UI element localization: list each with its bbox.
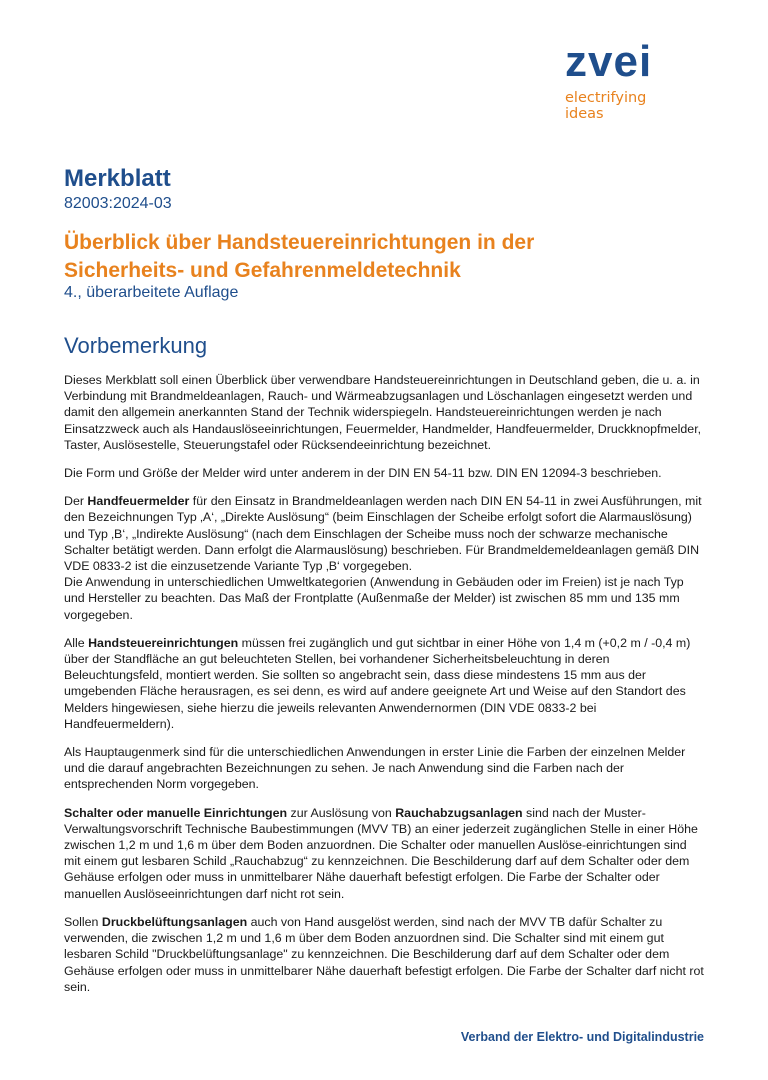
paragraph-4-body: müssen frei zugänglich und gut sichtbar in einer Höhe von 1,4 m (+0,2 m / -0,4 m) über der Standfläche an gut beleuchteten Stellen, bei vorhandener Sicherheitsbeleuchtung in deren Beleuchtungsfeld, montiert werden. Sie sollten so angebracht sein, dass diese mindestens 15 mm aus der umgebenden Fläche herausragen, es sei denn, es wird auf andere geeignete Art und Weise auf den Standort des Melders hingewiesen, siehe hierzu die jeweils relevanten Anwendernormen (DIN VDE 0833-2 bei Handfeuermeldern). bbox=[64, 635, 691, 731]
paragraph-6 bbox=[64, 805, 704, 902]
edition-label: 4., überarbeitete Auflage bbox=[64, 284, 239, 301]
paragraph-3-prefix: Der bbox=[64, 494, 88, 509]
paragraph-4-prefix: Alle bbox=[64, 635, 89, 650]
paragraph-7-term: Druckbelüftungsanlagen bbox=[101, 914, 248, 929]
paragraph-6-term-1: Schalter oder manuelle Einrichtungen bbox=[64, 805, 288, 820]
paragraph-1: Dieses Merkblatt soll einen Überblick über verwendbare Handsteuereinrichtungen in Deutschland geben, die u. a. in Verbindung mit Brandmeldeanlagen, Rauch- und Wärmeabzugsanlagen und Löschanlagen eingesetzt werden und damit den allgemein anerkannten Stand der Technik widerspiegeln. Handsteuereinrichtungen werden je nach Einsatzzweck auch als Handauslöseeinrichtungen, Feuermelder, Handmelder, Handfeuermelder, Druckknopfmelder, Taster, Auslösestelle, Steuerungstafel oder Rücksendeeinrichtung bezeichnet. bbox=[64, 373, 702, 452]
paragraph-4 bbox=[64, 635, 704, 732]
title-line-1: Überblick über Handsteuereinrichtungen in der bbox=[64, 231, 535, 254]
paragraph-4-term: Handsteuereinrichtungen bbox=[88, 635, 239, 650]
paragraph-3 bbox=[64, 493, 704, 623]
paragraph-2: Die Form und Größe der Melder wird unter anderem in der DIN EN 54-11 bzw. DIN EN 12094-3 beschrieben. bbox=[64, 466, 662, 481]
paragraph-6-mid: zur Auslösung von bbox=[287, 805, 396, 820]
paragraph-7-prefix: Sollen bbox=[64, 914, 102, 929]
title-line-2: Sicherheits- und Gefahrenmeldetechnik bbox=[64, 259, 461, 282]
document-number: 82003:2024-03 bbox=[64, 195, 172, 212]
paragraph-7 bbox=[64, 914, 704, 995]
paragraph-6-body: sind nach der Muster-Verwaltungsvorschrift Technische Baubestimmungen (MVV TB) an einer jederzeit zugänglichen Stelle in einer Höhe zwischen 1,2 m und 1,6 m über dem Boden anzuordnen. Die Schalter oder manuellen Auslöse-einrichtungen sind mit einem gut lesbaren Schild „Rauchabzug“ zu kennzeichnen. Die Beschilderung darf auf dem Schalter oder dem Gehäuse erfolgen oder muss in unmittelbarer Nähe dauerhaft befestigt erfolgen. Die Farbe der Schalter oder manuellen Auslöseeinrichtungen darf nicht rot sein. bbox=[64, 805, 698, 901]
section-heading: Vorbemerkung bbox=[64, 333, 208, 358]
body-text bbox=[64, 372, 704, 1007]
paragraph-3-continuation: Die Anwendung in unterschiedlichen Umweltkategorien (Anwendung in Gebäuden oder im Freien) ist je nach Typ und Hersteller zu beachten. Das Maß der Frontplatte (Außenmaße der Melder) ist zwischen 85 mm und 135 mm vorgegeben. bbox=[64, 575, 684, 622]
zvei-logo bbox=[565, 37, 725, 122]
document-title bbox=[64, 229, 704, 285]
paragraph-3-body: für den Einsatz in Brandmeldeanlagen werden nach DIN EN 54-11 in zwei Ausführungen, mit den Bezeichnungen Typ ‚A‘, „Direkte Auslösung“ (beim Einschlagen der Scheibe erfolgt sofort die Alarmauslösung) und Typ ‚B‘, „Indirekte Auslösung“ (nach dem Einschlagen der Scheibe muss noch der schwarze mechanische Schalter betätigt werden. Dann erfolgt die Alarmauslösung) beschrieben. Für Brandmeldemeldeanlagen gemäß DIN VDE 0833-2 ist die einzusetzende Variante Typ ‚B‘ vorgegeben. bbox=[64, 494, 702, 574]
paragraph-6-term-2: Rauchabzugsanlagen bbox=[395, 805, 523, 820]
footer-organization: Verband der Elektro- und Digitalindustrie bbox=[460, 1030, 704, 1044]
document-type: Merkblatt bbox=[64, 165, 171, 192]
paragraph-7-body: auch von Hand ausgelöst werden, sind nach der MVV TB dafür Schalter zu verwenden, die zwischen 1,2 m und 1,6 m über dem Boden anzuordnen sind. Die Schalter sind mit einem gut lesbaren Schild "Druckbelüftungsanlage" zu kennzeichnen. Die Beschilderung darf auf dem Schalter oder dem Gehäuse erfolgen oder muss in unmittelbarer Nähe dauerhaft befestigt erfolgen. Die Farbe der Schalter darf nicht rot sein. bbox=[64, 914, 704, 994]
logo-tagline-2: ideas bbox=[565, 106, 604, 122]
logo-tagline-1: electrifying bbox=[565, 90, 647, 106]
paragraph-5: Als Hauptaugenmerk sind für die unterschiedlichen Anwendungen in erster Linie die Farben der einzelnen Melder und die darauf angebrachten Bezeichnungen zu sehen. Je nach Anwendung sind die Farben nach der entsprechenden Norm vorgegeben. bbox=[64, 745, 686, 792]
logo-wordmark: zvei bbox=[565, 37, 653, 86]
paragraph-3-term: Handfeuermelder bbox=[87, 494, 190, 509]
